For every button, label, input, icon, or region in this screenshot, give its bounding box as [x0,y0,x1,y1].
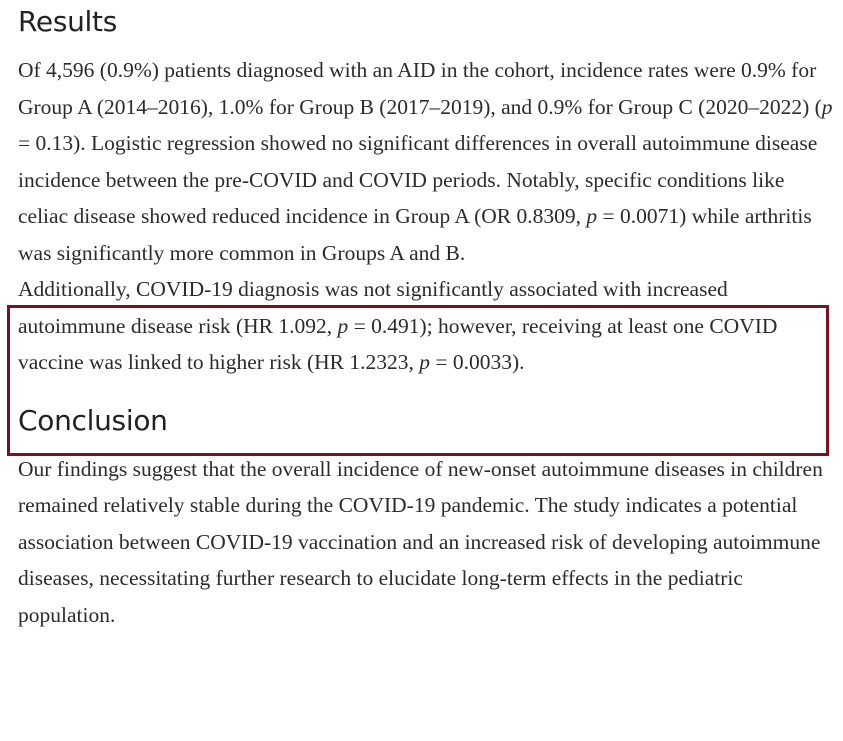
conclusion-heading: Conclusion [18,403,168,437]
highlighted-paragraph [18,271,836,381]
results-paragraph [18,52,836,271]
article-excerpt [18,0,836,633]
p-symbol: p [337,313,349,338]
p-symbol: p [821,94,833,119]
conclusion-paragraph: Our findings suggest that the overall incidence of new-onset autoimmune diseases in children remained relatively stable during the COVID-19 pandemic. The study indicates a potential association between COVID-19 vaccination and an increased risk of developing autoimmune diseases, necessitating further research to elucidate long-term effects in the pediatric population. [18,456,823,627]
highlighted-text-1: Additionally, COVID-19 diagnosis was not significantly associated with increased autoimmune disease risk (HR 1.092, [18,277,728,338]
results-heading: Results [18,5,118,38]
highlighted-text-3: = 0.0033). [430,350,525,374]
p-symbol: p [586,204,598,228]
p-symbol: p [419,350,430,374]
results-text-3: = 0.0071) while arthritis was significantly more common in Groups A and B. [18,204,812,265]
results-text-2: = 0.13). Logistic regression showed no significant differences in overall autoimmune disease incidence between the pre-COVID and COVID periods. Notably, specific conditions like celiac disease showed reduced incidence in Group A (OR 0.8309, [18,131,818,228]
results-text-1: Of 4,596 (0.9%) patients diagnosed with an AID in the cohort, incidence rates were 0.9% for Group A (2014–2016), 1.0% for Group B (2017–2019), and 0.9% for Group C (2020–2022) ( [18,58,822,119]
highlighted-text-2: = 0.491); however, receiving at least one COVID vaccine was linked to higher risk (HR 1.2323, [18,313,778,374]
